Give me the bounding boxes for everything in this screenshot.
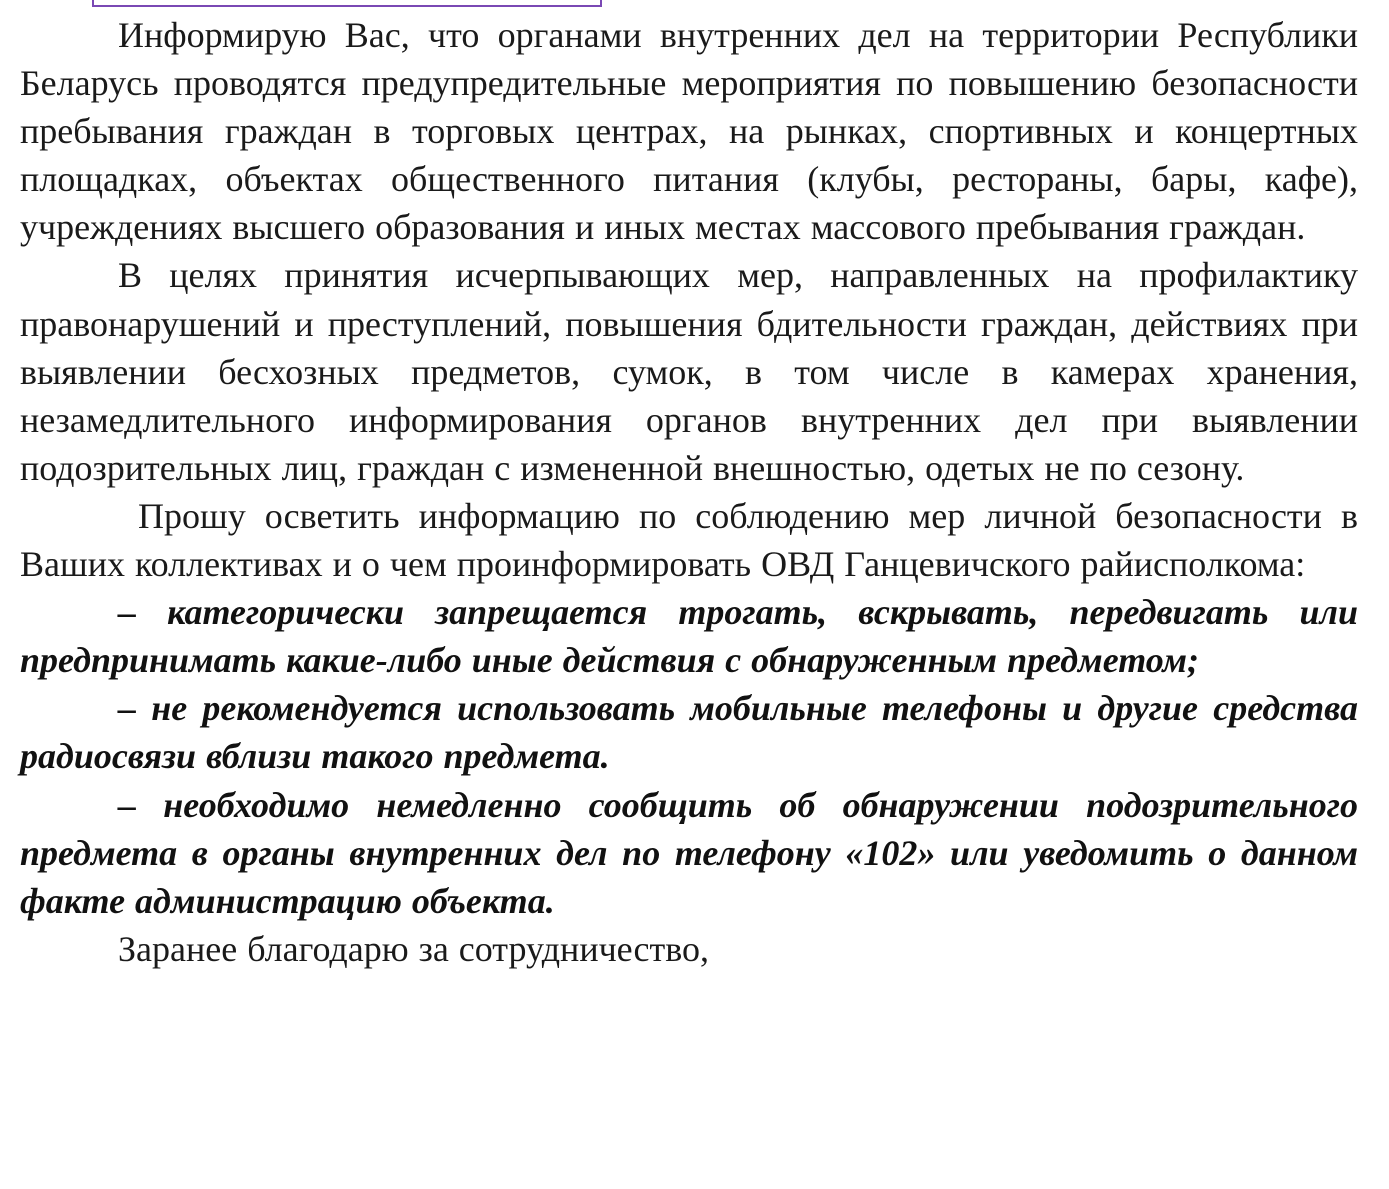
- paragraph-request: Прошу осветить информацию по соблюдению мер личной безопасности в Ваших коллективах и о чем проинформировать ОВД Ганцевичского райисполкома:: [20, 495, 1358, 585]
- warning-report-102: – необходимо немедленно сообщить об обнаружении подозрительного предмета в органы внутренних дел по телефону «102» или уведомить о данном факте администрацию объекта.: [20, 784, 1358, 921]
- warning-do-not-touch: – категорически запрещается трогать, вскрывать, передвигать или предпринимать какие-либо иные действия с обнаруженным предметом;: [20, 592, 1358, 681]
- closing-line: Заранее благодарю за сотрудничество,: [118, 928, 710, 969]
- paragraph-measures: В целях принятия исчерпывающих мер, направленных на профилактику правонарушений и преступлений, повышения бдительности граждан, действиях при выявлении бесхозных предметов, сумок, в том числе в камерах хранения, незамедлительного информирования органов внутренних дел при выявлении подозрительных лиц, граждан с измененной внешностью, одетых не по сезону.: [20, 255, 1358, 488]
- paragraph-info: Информирую Вас, что органами внутренних дел на территории Республики Беларусь проводятся предупредительные мероприятия по повышению безопасности пребывания граждан в торговых центрах, на рынках, спортивных и концертных площадках, объектах общественного питания (клубы, рестораны, бары, кафе), учреждениях высшего образования и иных местах массового пребывания граждан.: [20, 15, 1358, 248]
- stamp-box-edge: [92, 0, 602, 7]
- warning-no-phones: – не рекомендуется использовать мобильные телефоны и другие средства радиосвязи вблизи такого предмета.: [20, 688, 1358, 777]
- letter-body: [20, 11, 1358, 973]
